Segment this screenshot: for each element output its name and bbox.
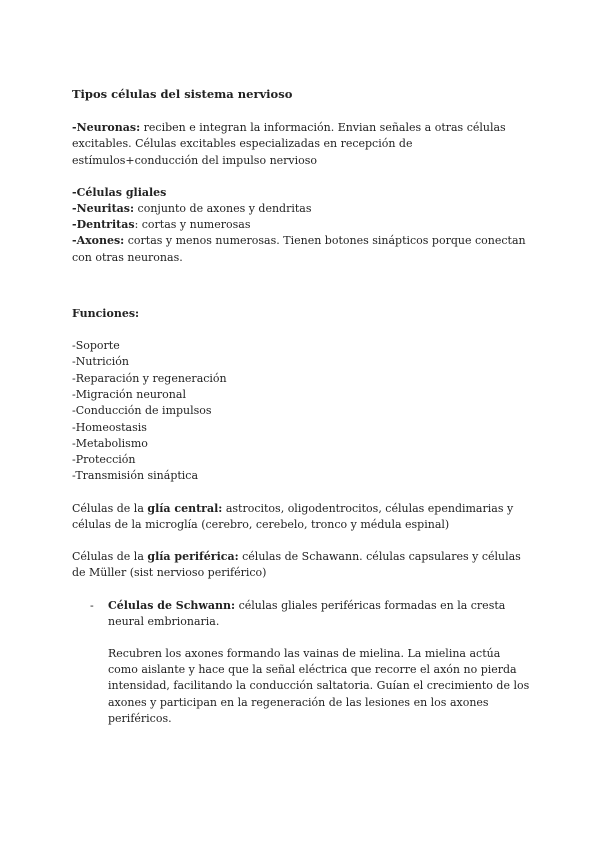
axones-paragraph: [72, 233, 532, 265]
list-item: -Conducción de impulsos: [72, 404, 212, 418]
glia-central-label: glía central:: [147, 501, 223, 515]
neuronas-label: -Neuronas:: [72, 121, 141, 135]
glia-periferica-prefix: Células de la: [72, 550, 148, 564]
glia-central-prefix: Células de la: [72, 501, 148, 515]
glia-periferica-label: glía periférica:: [147, 550, 239, 564]
list-item: -Soporte: [72, 339, 120, 353]
list-item: -Migración neuronal: [72, 387, 186, 401]
neuritas-label: -Neuritas:: [72, 202, 135, 216]
dentritas-text: : cortas y numerosas: [134, 218, 251, 232]
list-item: -Nutrición: [72, 355, 130, 369]
glia-label: -Células gliales: [72, 185, 167, 199]
funciones-list: [72, 338, 532, 485]
neuronas-paragraph: [72, 120, 532, 169]
glia-periferica-paragraph: [72, 549, 532, 581]
neuronas-text: reciben e integran la información. Envian señales a otras células excitables. Células excitables especializadas en recepción de estímulos+conducción del impulso nervioso: [72, 121, 506, 167]
schwann-bullet: [90, 598, 532, 727]
schwann-first-paragraph: [108, 598, 532, 630]
funciones-heading: [72, 306, 532, 322]
list-item: -Metabolismo: [72, 436, 148, 450]
neuritas-line: [72, 201, 532, 217]
schwann-label: Células de Schwann:: [108, 598, 236, 612]
schwann-second-paragraph: Recubren los axones formando las vainas de mielina. La mielina actúa como aislante y hace que la señal eléctrica que recorre el axón no pierda intensidad, facilitando la conducción saltatoria. Guían el crecimiento de los axones y participan en la regeneración de las lesiones en los axones periféricos.: [108, 646, 530, 725]
dentritas-label: -Dentritas: [72, 218, 135, 232]
list-item: -Protección: [72, 453, 136, 467]
page-title: Tipos células del sistema nervioso: [72, 87, 293, 101]
list-item: -Transmisión sináptica: [72, 469, 199, 483]
glia-central-text: astrocitos, oligodentrocitos, células ependimarias y células de la microglía (cerebro, cerebelo, tronco y médula espinal): [72, 501, 514, 531]
list-item: -Reparación y regeneración: [72, 371, 227, 385]
bullet-dash: -: [90, 598, 94, 612]
schwann-text: células gliales periféricas formadas en la cresta neural embrionaria.: [108, 598, 506, 628]
glia-central-paragraph: [72, 501, 532, 533]
glia-line: [72, 185, 532, 201]
glia-periferica-text: células de Schawann. células capsulares y células de Müller (sist nervioso periférico): [72, 550, 521, 580]
axones-text: cortas y menos numerosas. Tienen botones sinápticos porque conectan con otras neuronas.: [72, 234, 526, 264]
dentritas-line: [72, 217, 532, 233]
document-page: [72, 86, 532, 727]
neuritas-text: conjunto de axones y dendritas: [134, 202, 312, 216]
funciones-heading-text: Funciones:: [72, 306, 140, 320]
list-item: -Homeostasis: [72, 420, 147, 434]
axones-label: -Axones:: [72, 234, 125, 248]
